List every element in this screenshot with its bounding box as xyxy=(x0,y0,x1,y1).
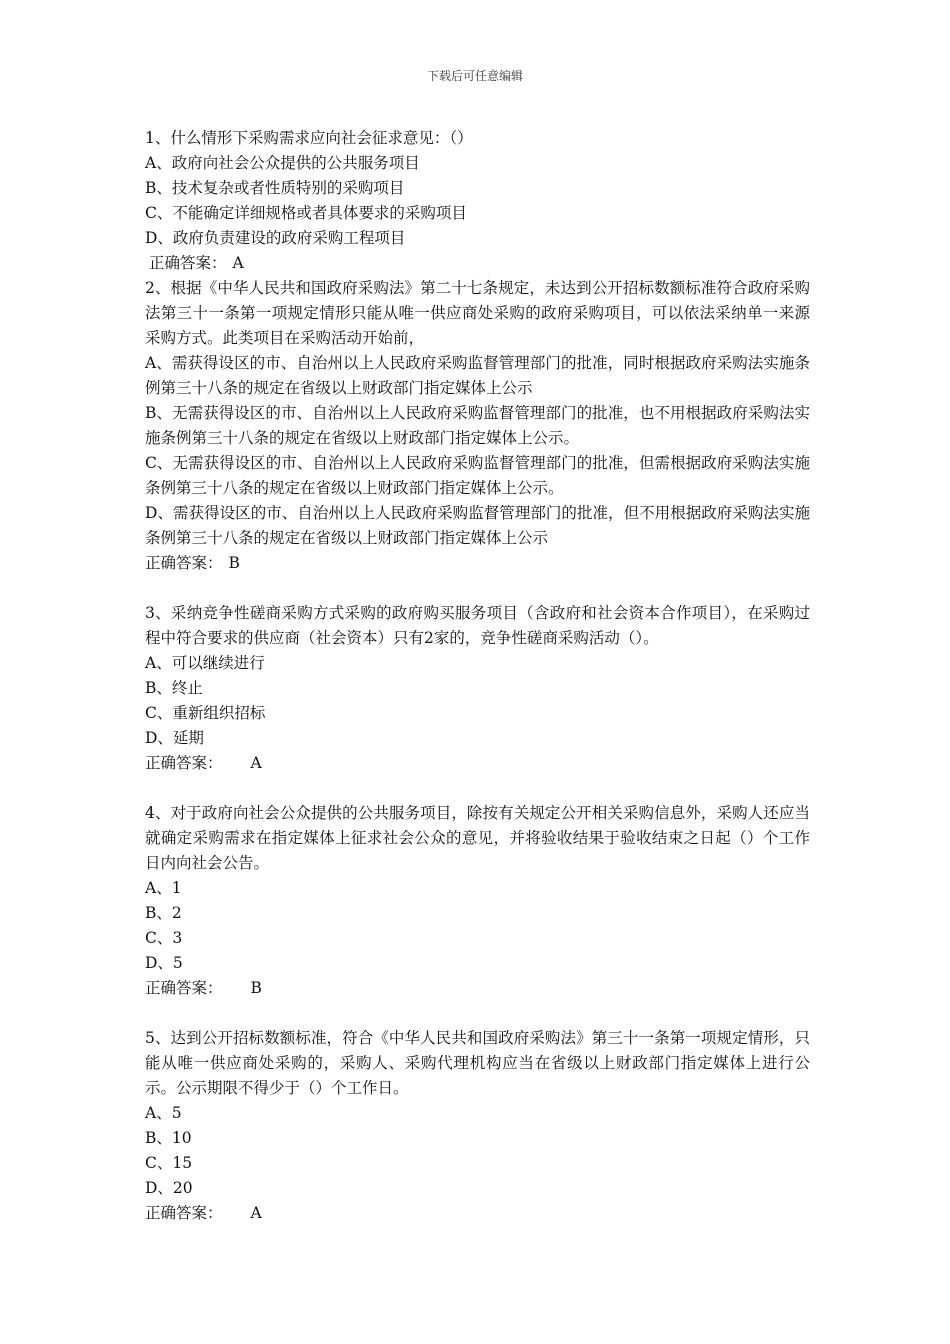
option-a: A、需获得设区的市、自治州以上人民政府采购监督管理部门的批准，同时根据政府采购法实施条例第三十八条的规定在省级以上财政部门指定媒体上公示 xyxy=(145,354,810,397)
spacer xyxy=(145,576,810,601)
question-stem: 4、对于政府向社会公众提供的公共服务项目，除按有关规定公开相关采购信息外，采购人还应当就确定采购需求在指定媒体上征求社会公众的意见，并将验收结果于验收结束之日起（）个工作日内向社会公告。 xyxy=(145,804,810,872)
option-c: C、不能确定详细规格或者具体要求的采购项目 xyxy=(145,204,467,222)
question-stem: 1、什么情形下采购需求应向社会征求意见：（） xyxy=(145,129,473,147)
answer-label: 正确答案： xyxy=(145,979,223,997)
answer-value: B xyxy=(228,554,240,572)
question-2 xyxy=(145,276,810,576)
answer-label: 正确答案： xyxy=(145,554,223,572)
question-stem: 2、根据《中华人民共和国政府采购法》第二十七条规定，未达到公开招标数额标准符合政府采购法第三十一条第一项规定情形只能从唯一供应商处采购的政府采购项目，可以依法采纳单一来源采购方式。此类项目在采购活动开始前， xyxy=(145,279,810,347)
spacer xyxy=(145,776,810,801)
option-d: D、需获得设区的市、自治州以上人民政府采购监督管理部门的批准，但不用根据政府采购法实施条例第三十八条的规定在省级以上财政部门指定媒体上公示 xyxy=(145,504,810,547)
answer-line xyxy=(145,551,810,576)
question-1 xyxy=(145,126,810,276)
spacer xyxy=(145,1001,810,1026)
option-d: D、延期 xyxy=(145,729,204,747)
answer-line xyxy=(145,976,810,1001)
option-c: C、无需获得设区的市、自治州以上人民政府采购监督管理部门的批准，但需根据政府采购法实施条例第三十八条的规定在省级以上财政部门指定媒体上公示。 xyxy=(145,454,810,497)
question-3 xyxy=(145,601,810,776)
answer-value: A xyxy=(250,1204,262,1222)
option-c: C、15 xyxy=(145,1154,193,1172)
option-d: D、5 xyxy=(145,954,183,972)
option-b: B、10 xyxy=(145,1129,192,1147)
answer-line xyxy=(145,751,810,776)
question-5 xyxy=(145,1026,810,1226)
answer-line xyxy=(145,251,810,276)
option-c: C、重新组织招标 xyxy=(145,704,266,722)
answer-value: A xyxy=(232,254,244,272)
option-d: D、20 xyxy=(145,1179,193,1197)
question-4 xyxy=(145,801,810,1001)
answer-label: 正确答案： xyxy=(145,1204,223,1222)
answer-label: 正确答案： xyxy=(149,254,227,272)
option-b: B、终止 xyxy=(145,679,203,697)
answer-value: A xyxy=(250,754,262,772)
option-b: B、无需获得设区的市、自治州以上人民政府采购监督管理部门的批准，也不用根据政府采购法实施条例第三十八条的规定在省级以上财政部门指定媒体上公示。 xyxy=(145,404,810,447)
option-a: A、政府向社会公众提供的公共服务项目 xyxy=(145,154,420,172)
answer-label: 正确答案： xyxy=(145,754,223,772)
option-d: D、政府负责建设的政府采购工程项目 xyxy=(145,229,406,247)
option-a: A、1 xyxy=(145,879,182,897)
option-b: B、技术复杂或者性质特别的采购项目 xyxy=(145,179,405,197)
option-a: A、可以继续进行 xyxy=(145,654,265,672)
page-header: 下载后可任意编辑 xyxy=(426,69,523,83)
option-a: A、5 xyxy=(145,1104,182,1122)
answer-line xyxy=(145,1201,810,1226)
answer-value: B xyxy=(250,979,262,997)
option-c: C、3 xyxy=(145,929,183,947)
question-list xyxy=(145,126,810,1226)
option-b: B、2 xyxy=(145,904,182,922)
question-stem: 5、达到公开招标数额标准，符合《中华人民共和国政府采购法》第三十一条第一项规定情形，只能从唯一供应商处采购的，采购人、采购代理机构应当在省级以上财政部门指定媒体上进行公示。公示期限不得少于（）个工作日。 xyxy=(145,1029,810,1097)
question-stem: 3、采纳竞争性磋商采购方式采购的政府购买服务项目（含政府和社会资本合作项目），在采购过程中符合要求的供应商（社会资本）只有2家的，竞争性磋商采购活动（）。 xyxy=(145,604,810,647)
